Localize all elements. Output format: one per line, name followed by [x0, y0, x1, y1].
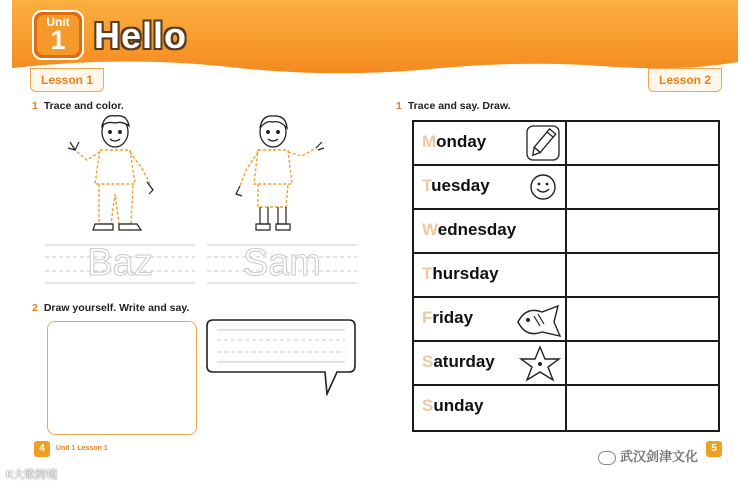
draw-cell-thursday[interactable]: [568, 255, 716, 295]
exercise-number: 1: [32, 100, 38, 112]
day-monday: Monday: [422, 132, 487, 151]
draw-cell-sunday[interactable]: [568, 387, 716, 427]
watermark-left: K大歌跨境: [6, 469, 58, 481]
unit-label: Unit: [46, 15, 70, 29]
exercise-text: Trace and say. Draw.: [407, 100, 511, 112]
day-sunday: Sunday: [422, 396, 484, 415]
page-number-left: 4: [34, 441, 50, 457]
watermark-right: [598, 446, 698, 465]
footer-lesson-text: Unit 1 Lesson 1: [56, 445, 108, 452]
trace-name-sam[interactable]: Sam: [242, 242, 322, 284]
boy-sam-illustration: [228, 112, 328, 237]
day-thursday: Thursday: [422, 264, 499, 283]
starfish-icon: [518, 345, 562, 383]
wechat-icon: [598, 451, 616, 465]
draw-cell-friday[interactable]: [568, 299, 716, 339]
boy-baz-illustration: [65, 112, 160, 237]
fish-icon: [514, 302, 564, 342]
unit-number: 1: [50, 25, 66, 55]
draw-cell-wednesday[interactable]: [568, 211, 716, 251]
exercise-text: Draw yourself. Write and say.: [43, 302, 190, 314]
speech-bubble-writing-area[interactable]: [205, 318, 357, 396]
exercise-number: 2: [32, 302, 38, 314]
page-number-right: 5: [706, 441, 722, 457]
draw-yourself-box[interactable]: [47, 321, 197, 435]
watermark-left-text: 大歌跨境: [13, 469, 58, 481]
exercise-2-instruction: [32, 302, 189, 314]
exercise-text: Trace and color.: [43, 100, 124, 112]
lesson-2-tab: Lesson 2: [648, 68, 722, 92]
exercise-1-instruction-right: [396, 100, 511, 112]
smiley-face-icon: [528, 172, 558, 202]
exercise-1-instruction: [32, 100, 124, 112]
lesson-1-tab: Lesson 1: [30, 68, 104, 92]
draw-cell-tuesday[interactable]: [568, 167, 716, 207]
draw-cell-saturday[interactable]: [568, 343, 716, 383]
watermark-right-text: 武汉剑津文化: [620, 449, 699, 464]
day-tuesday: Tuesday: [422, 176, 490, 195]
page-title: Hello: [94, 15, 188, 56]
trace-name-baz[interactable]: Baz: [87, 242, 153, 284]
day-wednesday: Wednesday: [422, 220, 517, 239]
day-saturday: Saturday: [422, 352, 495, 371]
draw-cell-monday[interactable]: [568, 123, 716, 163]
pencil-icon: [525, 124, 561, 162]
exercise-number: 1: [396, 100, 402, 112]
day-friday: Friday: [422, 308, 474, 327]
